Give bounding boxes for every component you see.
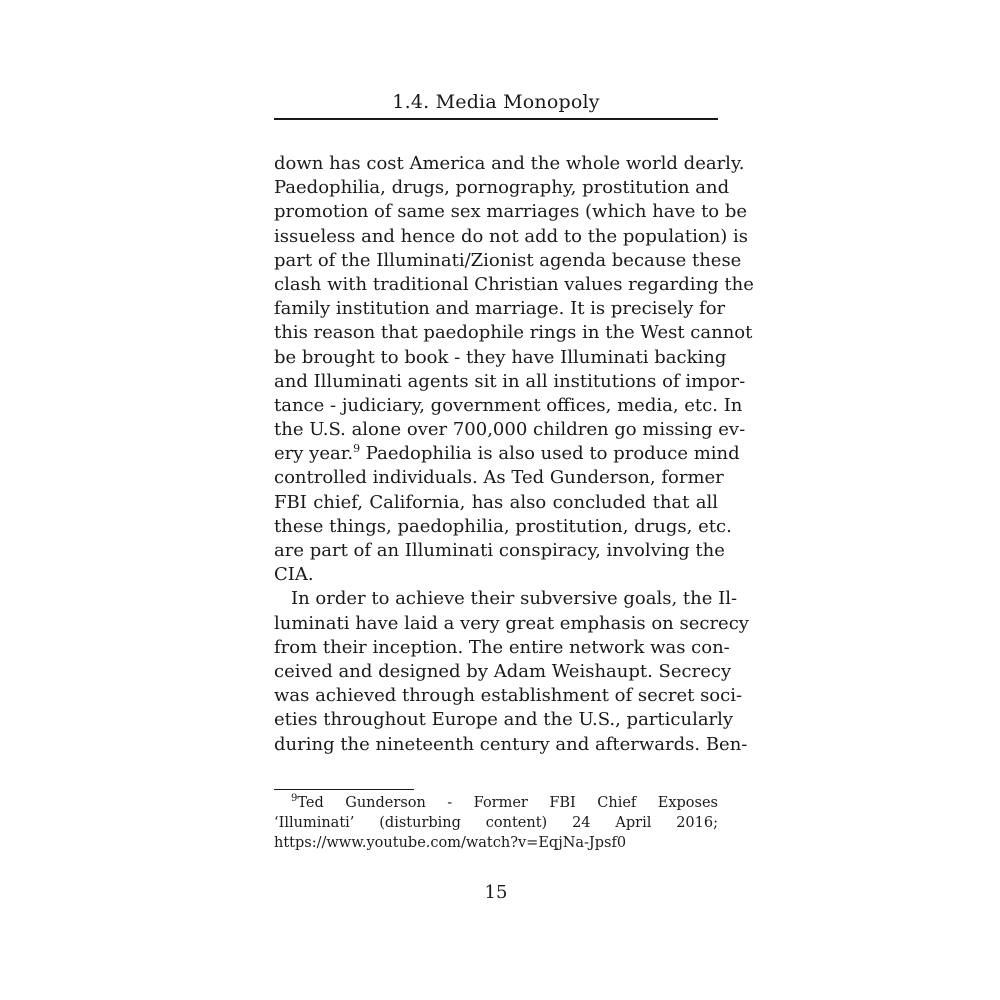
- text-line: In order to achieve their subversive goals, the Il-: [291, 588, 738, 610]
- text-line: down has cost America and the whole world dearly.: [274, 153, 745, 174]
- text-line: be brought to book - they have Illuminati backing: [274, 346, 727, 368]
- text-line: these things, paedophilia, prostitution, drugs, etc.: [274, 515, 732, 537]
- text-line: the U.S. alone over 700,000 children go missing ev-: [274, 419, 746, 441]
- footnote-line: ‘Illuminati’ (disturbing content) 24 April 2016;: [274, 815, 718, 831]
- footnote-number: 9: [291, 793, 298, 804]
- footnote: [274, 793, 718, 853]
- footnote-marker[interactable]: 9: [353, 442, 361, 456]
- text-fragment: Paedophilia is also used to produce mind: [360, 443, 740, 465]
- text-line: tance - judiciary, government offices, media, etc. In: [274, 394, 743, 416]
- text-line: are part of an Illuminati conspiracy, involving the: [274, 540, 725, 561]
- text-line: clash with traditional Christian values regarding the: [274, 273, 754, 295]
- text-line: promotion of same sex marriages (which have to be: [274, 201, 748, 223]
- text-line-with-footnote: [274, 442, 740, 466]
- text-line: during the nineteenth century and afterwards. Ben-: [274, 733, 748, 755]
- text-line: family institution and marriage. It is precisely for: [274, 298, 726, 320]
- page-number: 15: [484, 882, 508, 903]
- text-fragment: ery year.: [274, 443, 354, 465]
- footnote-rule: [274, 789, 414, 790]
- text-line: FBI chief, California, has also concluded that all: [274, 491, 718, 513]
- header-rule: [274, 118, 718, 120]
- footnote-url[interactable]: https://www.youtube.com/watch?v=EqjNa-Jpsf0: [274, 835, 627, 851]
- text-line: this reason that paedophile rings in the West cannot: [274, 322, 753, 344]
- text-line: part of the Illuminati/Zionist agenda because these: [274, 249, 742, 271]
- footnote-text: Ted Gunderson - Former FBI Chief Exposes: [297, 795, 718, 811]
- body-text: [274, 152, 754, 757]
- text-line: eties throughout Europe and the U.S., particularly: [274, 709, 734, 731]
- text-line: controlled individuals. As Ted Gunderson, former: [274, 467, 724, 489]
- text-line: ceived and designed by Adam Weishaupt. Secrecy: [274, 660, 732, 682]
- text-line: Paedophilia, drugs, pornography, prostitution and: [274, 177, 730, 199]
- text-line: and Illuminati agents sit in all institutions of impor-: [274, 370, 746, 392]
- running-header: 1.4. Media Monopoly: [392, 91, 600, 113]
- text-line: luminati have laid a very great emphasis on secrecy: [274, 612, 749, 634]
- footnote-line: [274, 793, 718, 813]
- text-line: issueless and hence do not add to the population) is: [274, 225, 749, 247]
- text-line: was achieved through establishment of secret soci-: [274, 685, 743, 707]
- text-line: from their inception. The entire network was con-: [274, 636, 730, 658]
- text-line: CIA.: [274, 564, 314, 586]
